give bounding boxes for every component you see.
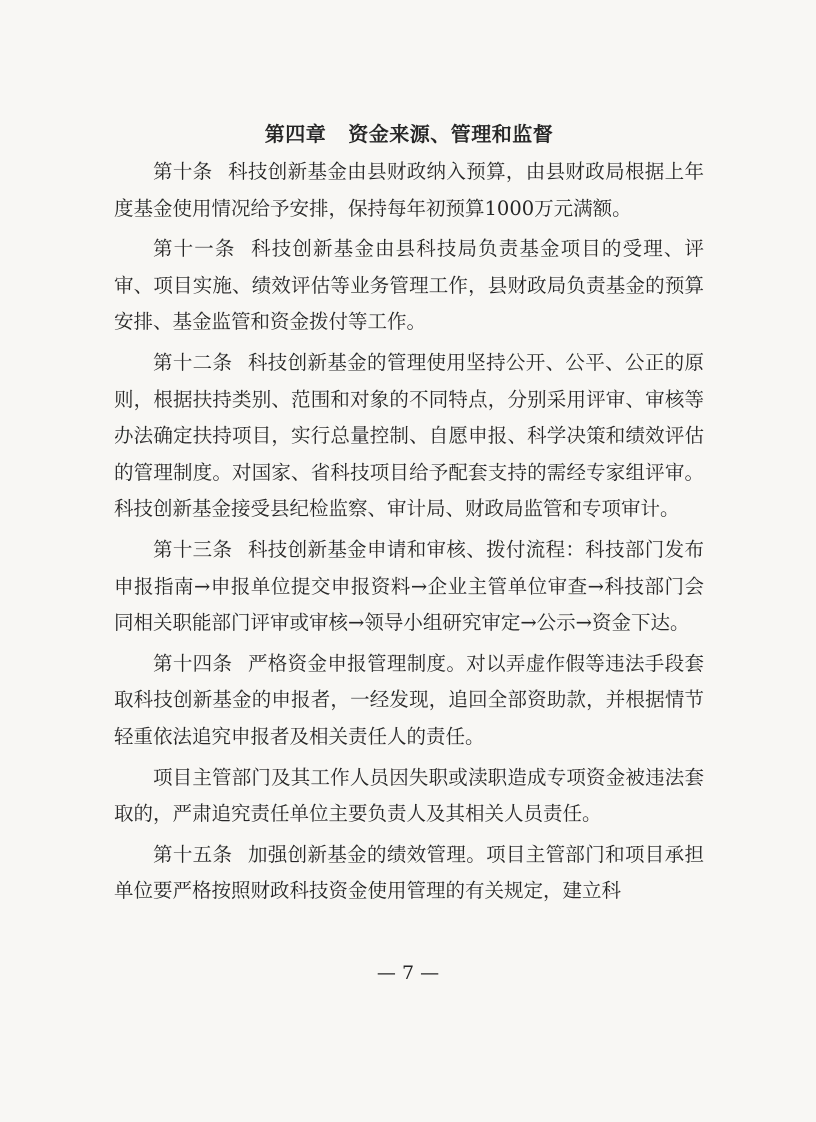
paragraph-text: 项目主管部门及其工作人员因失职或渎职造成专项资金被违法套取的，严肃追究责任单位主要负责人及其相关人员责任。 [114, 765, 704, 826]
chapter-heading [114, 116, 704, 152]
article-number: 第十三条 [153, 537, 233, 561]
article-number: 第十四条 [153, 651, 233, 675]
article-15 [114, 837, 704, 910]
article-text: 加强创新基金的绩效管理。项目主管部门和项目承担单位要严格按照财政科技资金使用管理的有关规定，建立科 [114, 842, 704, 903]
article-14-continuation [114, 760, 704, 833]
article-11 [114, 231, 704, 341]
article-text: 严格资金申报管理制度。对以弄虚作假等违法手段套取科技创新基金的申报者，一经发现，追回全部资助款，并根据情节轻重依法追究申报者及相关责任人的责任。 [114, 651, 704, 748]
article-text: 科技创新基金申请和审核、拨付流程：科技部门发布申报指南→申报单位提交申报资料→企业主管单位审查→科技部门会同相关职能部门评审或审核→领导小组研究审定→公示→资金下达。 [114, 537, 704, 635]
article-text: 科技创新基金的管理使用坚持公开、公平、公正的原则，根据扶持类别、范围和对象的不同特点，分别采用评审、审核等办法确定扶持项目，实行总量控制、自愿申报、科学决策和绩效评估的管理制度。对国家、省科技项目给予配套支持的需经专家组评审。科技创新基金接受县纪检监察、审计局、财政局监管和专项审计。 [114, 350, 704, 521]
article-number: 第十一条 [153, 237, 236, 261]
chapter-title-text: 资金来源、管理和监督 [348, 122, 554, 146]
chapter-number: 第四章 [264, 122, 327, 146]
article-number: 第十条 [153, 160, 213, 183]
article-number: 第十二条 [153, 350, 233, 374]
page-content [114, 116, 704, 914]
page-number: — 7 — [376, 962, 440, 984]
article-text: 科技创新基金由县科技局负责基金项目的受理、评审、项目实施、绩效评估等业务管理工作，县财政局负责基金的预算安排、基金监管和资金拨付等工作。 [114, 237, 704, 334]
article-text: 科技创新基金由县财政纳入预算，由县财政局根据上年度基金使用情况给予安排，保持每年初预算1000万元满额。 [114, 160, 704, 220]
article-13 [114, 532, 704, 642]
article-14 [114, 646, 704, 756]
article-10 [114, 154, 704, 227]
article-12 [114, 345, 704, 528]
article-number: 第十五条 [153, 842, 233, 866]
